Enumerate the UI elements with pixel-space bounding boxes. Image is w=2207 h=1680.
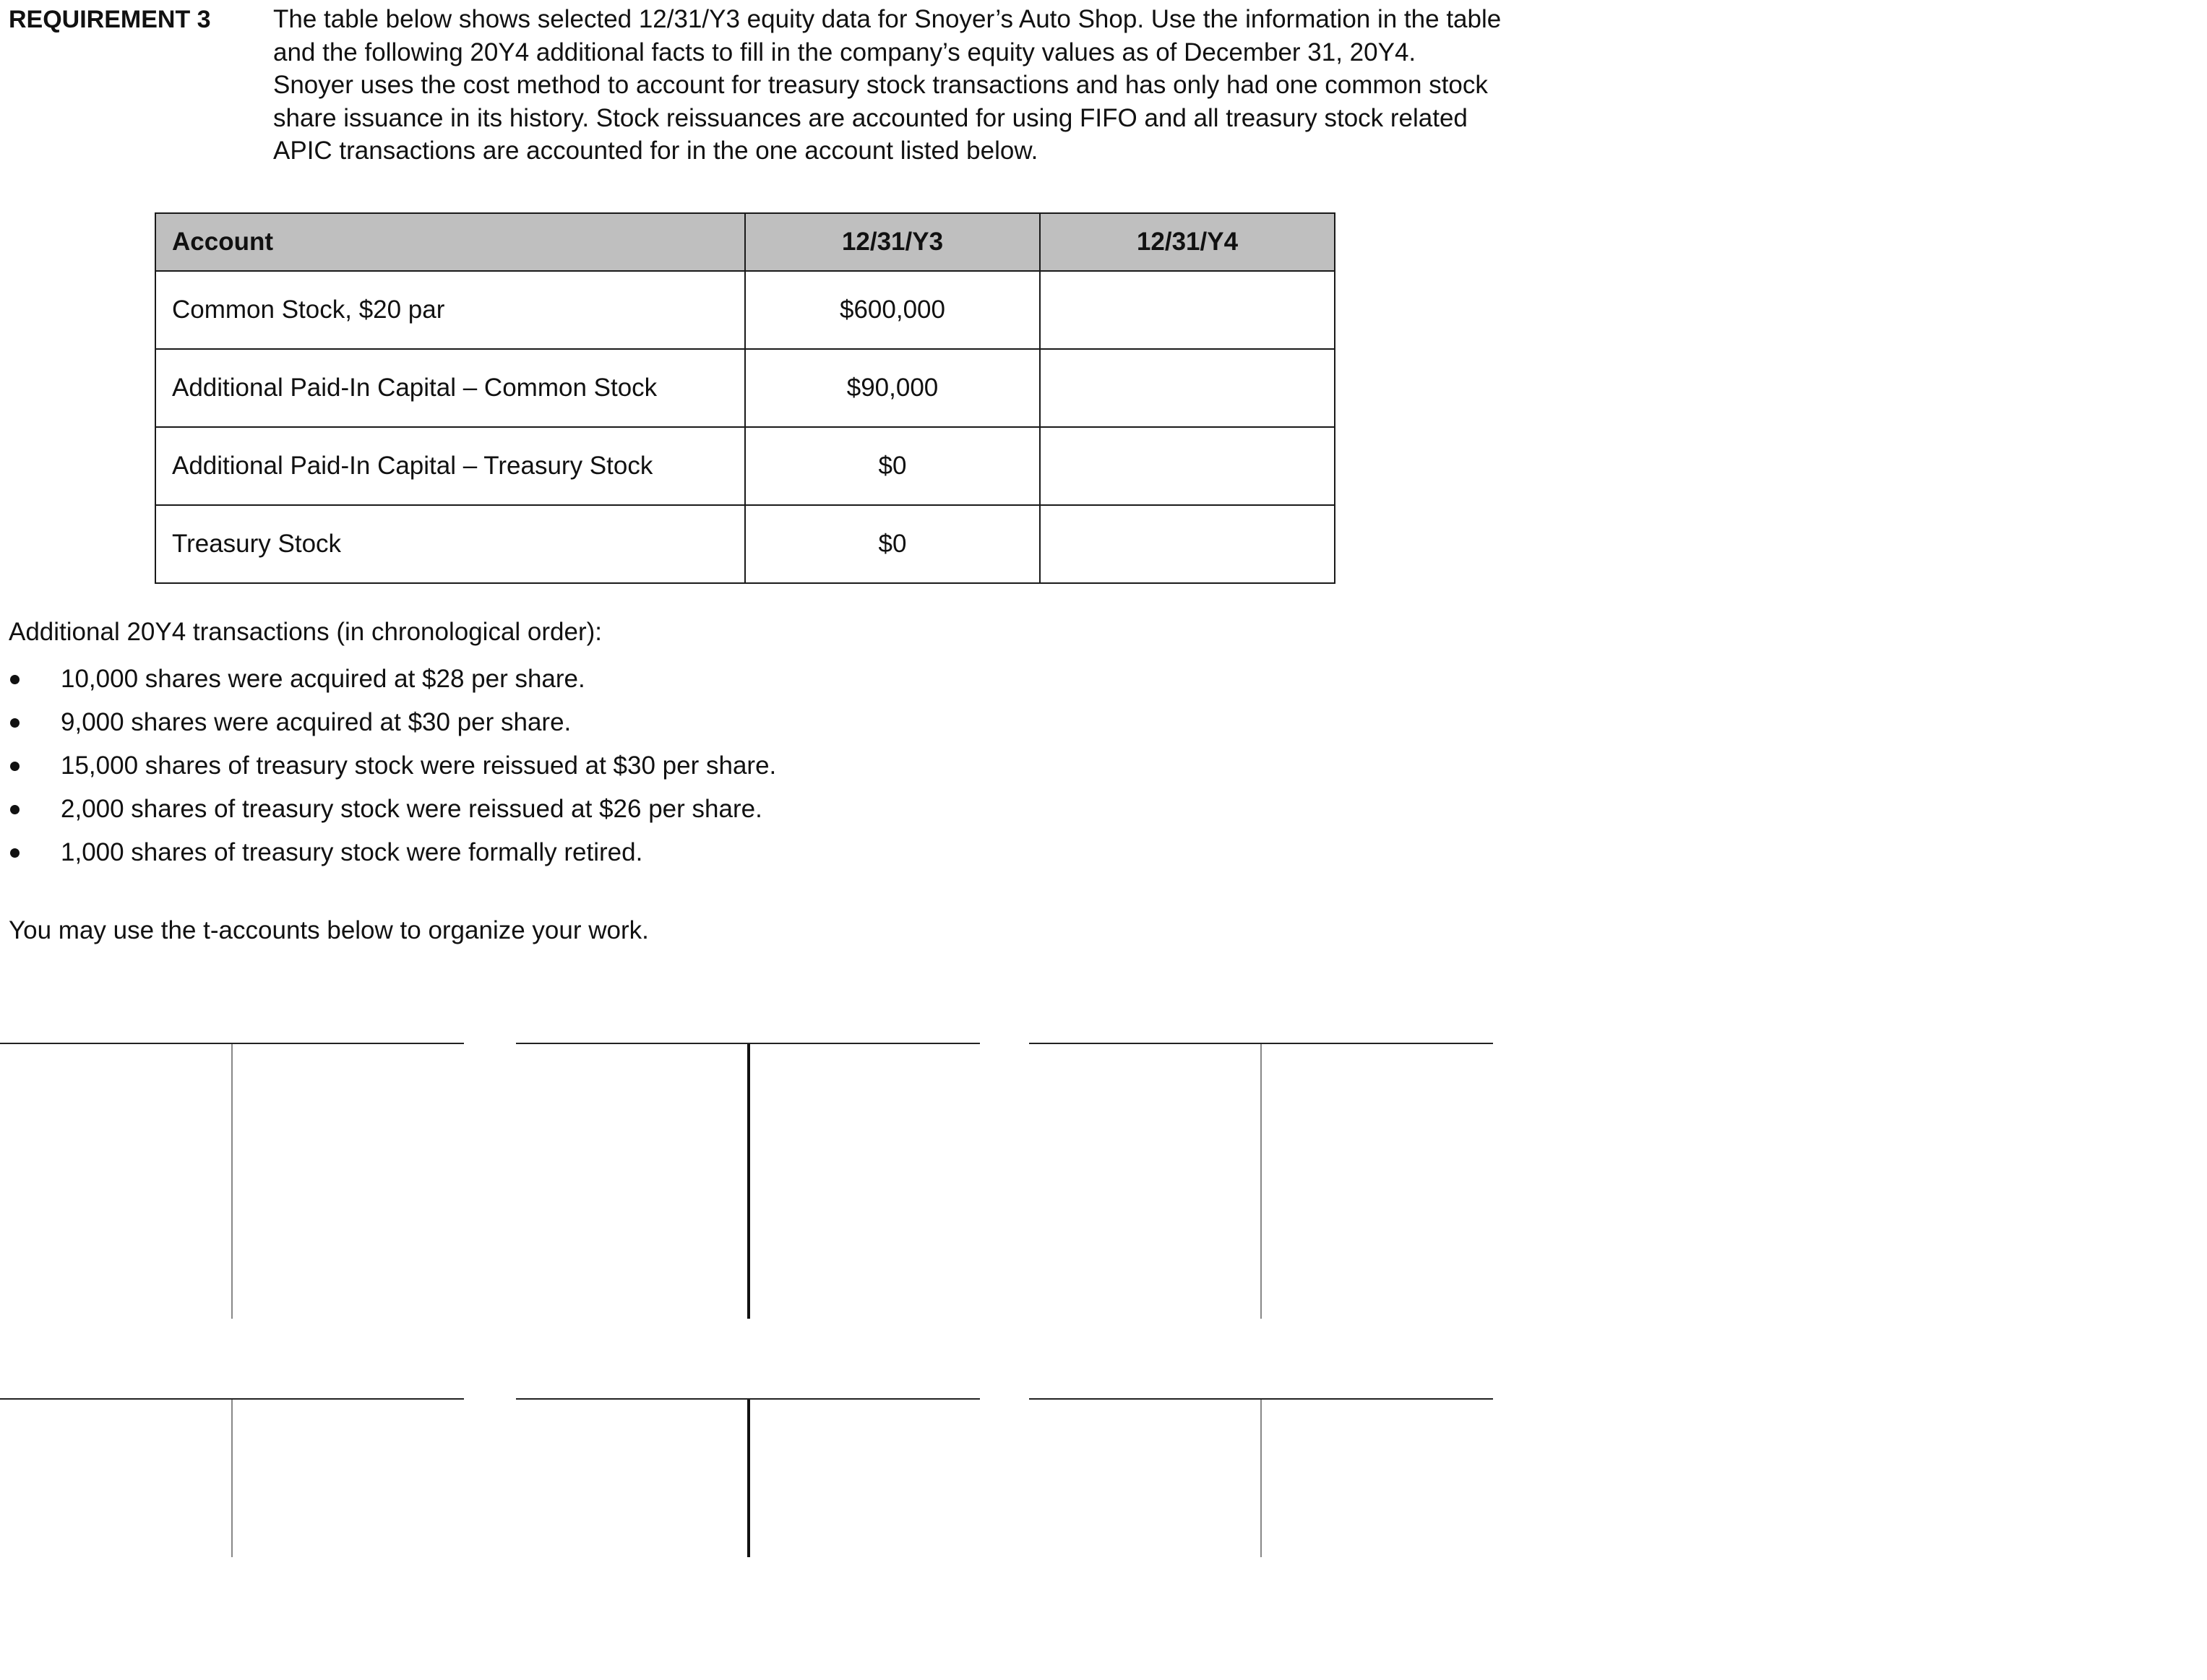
transaction-text: 10,000 shares were acquired at $28 per share. [61,665,585,693]
transaction-text: 15,000 shares of treasury stock were reissued at $30 per share. [61,751,777,780]
y4-answer-cell[interactable] [1040,427,1335,505]
header-y4: 12/31/Y4 [1040,213,1335,271]
header-y3: 12/31/Y3 [745,213,1040,271]
t-account-divider [231,1400,233,1557]
account-name: Common Stock, $20 par [155,271,745,349]
y3-value: $90,000 [745,349,1040,427]
transaction-text: 1,000 shares of treasury stock were formally retired. [61,838,643,866]
equity-table [155,212,1335,584]
table-row [155,427,1335,505]
table-header-row [155,213,1335,271]
y3-value: $0 [745,505,1040,583]
t-account-divider [231,1044,233,1319]
table-row [155,505,1335,583]
requirement-instructions: The table below shows selected 12/31/Y3 equity data for Snoyer’s Auto Shop. Use the information in the table and the following 20Y4 additional facts to fill in the company’s equity values as of December 31, 20Y4. Snoyer uses the cost method to account for treasury stock transactions and has only had one common stock share issuance in its history. Stock reissuances are accounted for using FIFO and all treasury stock related APIC transactions are accounted for in the one account listed below. [273,5,1502,165]
y4-answer-cell[interactable] [1040,271,1335,349]
t-account-divider [747,1400,750,1557]
y4-answer-cell[interactable] [1040,505,1335,583]
transaction-text: 9,000 shares were acquired at $30 per share. [61,708,572,736]
transactions-heading: Additional 20Y4 transactions (in chronological order): [9,618,603,646]
header-account: Account [155,213,745,271]
account-name: Additional Paid-In Capital – Treasury Stock [155,427,745,505]
t-account-divider [1260,1400,1262,1557]
table-row [155,349,1335,427]
transaction-text: 2,000 shares of treasury stock were reissued at $26 per share. [61,795,762,823]
t-account-note: You may use the t-accounts below to organize your work. [9,916,649,944]
t-account-divider [1260,1044,1262,1319]
account-name: Additional Paid-In Capital – Common Stock [155,349,745,427]
table-row [155,271,1335,349]
bullet-icon [10,675,20,684]
y3-value: $0 [745,427,1040,505]
bullet-icon [10,718,20,728]
y4-answer-cell[interactable] [1040,349,1335,427]
y3-value: $600,000 [745,271,1040,349]
bullet-icon [10,762,20,771]
bullet-icon [10,805,20,814]
requirement-label: REQUIREMENT 3 [9,6,211,33]
bullet-icon [10,848,20,858]
t-account-divider [747,1044,750,1319]
account-name: Treasury Stock [155,505,745,583]
